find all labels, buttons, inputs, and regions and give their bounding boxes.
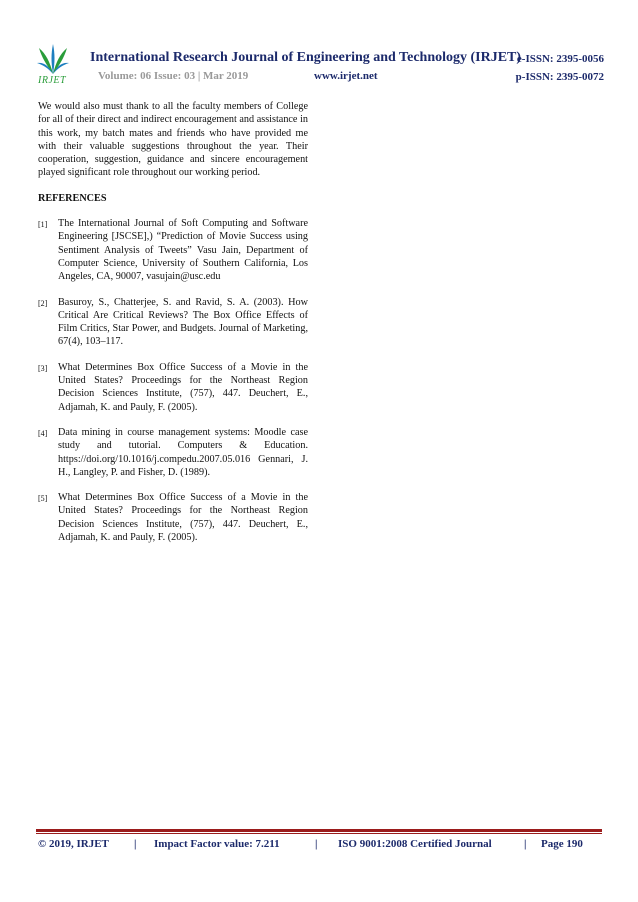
- logo-wordmark: IRJET: [38, 75, 67, 86]
- footer-impact-factor: Impact Factor value: 7.211: [154, 838, 280, 850]
- reference-number: [1]: [38, 220, 48, 230]
- reference-item: [38, 217, 308, 283]
- irjet-logo: [36, 44, 70, 84]
- footer-separator: |: [134, 838, 137, 850]
- footer-certification: ISO 9001:2008 Certified Journal: [338, 838, 492, 850]
- reference-item: [38, 426, 308, 479]
- p-issn: p-ISSN: 2395-0072: [515, 71, 604, 83]
- reference-text: What Determines Box Office Success of a Movie in the United States? Proceedings for the Northeast Region Decision Sciences Institute, (757), 447. Deuchert, E., Adjamah, K. and Pauly, F. (2005).: [58, 361, 308, 413]
- reference-text: Data mining in course management systems: Moodle case study and tutorial. Computers & Education. https://doi.org/10.1016/j.compedu.2007.05.016 Gennari, J. H., Langley, P. and Fisher, D. (1989).: [58, 426, 308, 478]
- footer-separator: |: [315, 838, 318, 850]
- reference-number: [2]: [38, 298, 48, 308]
- references-heading: REFERENCES: [38, 192, 107, 204]
- footer-copyright: © 2019, IRJET: [38, 838, 109, 850]
- page-header: [36, 40, 604, 90]
- volume-issue: Volume: 06 Issue: 03 | Mar 2019: [98, 70, 249, 82]
- page-number: Page 190: [541, 838, 583, 850]
- journal-website: www.irjet.net: [314, 70, 378, 82]
- acknowledgement-paragraph: We would also must thank to all the faculty members of College for all of their direct and indirect encouragement and assistance in this work, my batch mates and friends who have provided me with their valuable suggestions throughout the year. Their cooperation, suggestion, guidance and sincere encouragement played significant role throughout our working period.: [38, 101, 308, 179]
- leaf-logo-icon: [36, 44, 70, 76]
- reference-item: [38, 296, 308, 349]
- reference-number: [5]: [38, 494, 48, 504]
- reference-number: [4]: [38, 428, 48, 438]
- e-issn: e-ISSN: 2395-0056: [516, 53, 604, 65]
- reference-item: [38, 361, 308, 414]
- reference-text: The International Journal of Soft Computing and Software Engineering [JSCSE],) “Prediction of Movie Success using Sentiment Analysis of Tweets” Vasu Jain, Department of Computer Science, University of Southern California, Los Angeles, CA, 90007, vasujain@usc.edu: [58, 218, 308, 283]
- reference-item: [38, 491, 308, 544]
- footer-separator: |: [524, 838, 527, 850]
- footer-divider-thin: [36, 833, 602, 834]
- journal-title: International Research Journal of Engineering and Technology (IRJET): [90, 50, 522, 65]
- reference-text: What Determines Box Office Success of a Movie in the United States? Proceedings for the Northeast Region Decision Sciences Institute, (757), 447. Deuchert, E., Adjamah, K. and Pauly, F. (2005).: [58, 492, 308, 544]
- footer-divider: [36, 829, 602, 832]
- reference-number: [3]: [38, 363, 48, 373]
- reference-text: Basuroy, S., Chatterjee, S. and Ravid, S. A. (2003). How Critical Are Critical Reviews? The Box Office Effects of Film Critics, Star Power, and Budgets. Journal of Marketing, 67(4), 103–117.: [58, 296, 308, 348]
- left-column: [38, 100, 308, 556]
